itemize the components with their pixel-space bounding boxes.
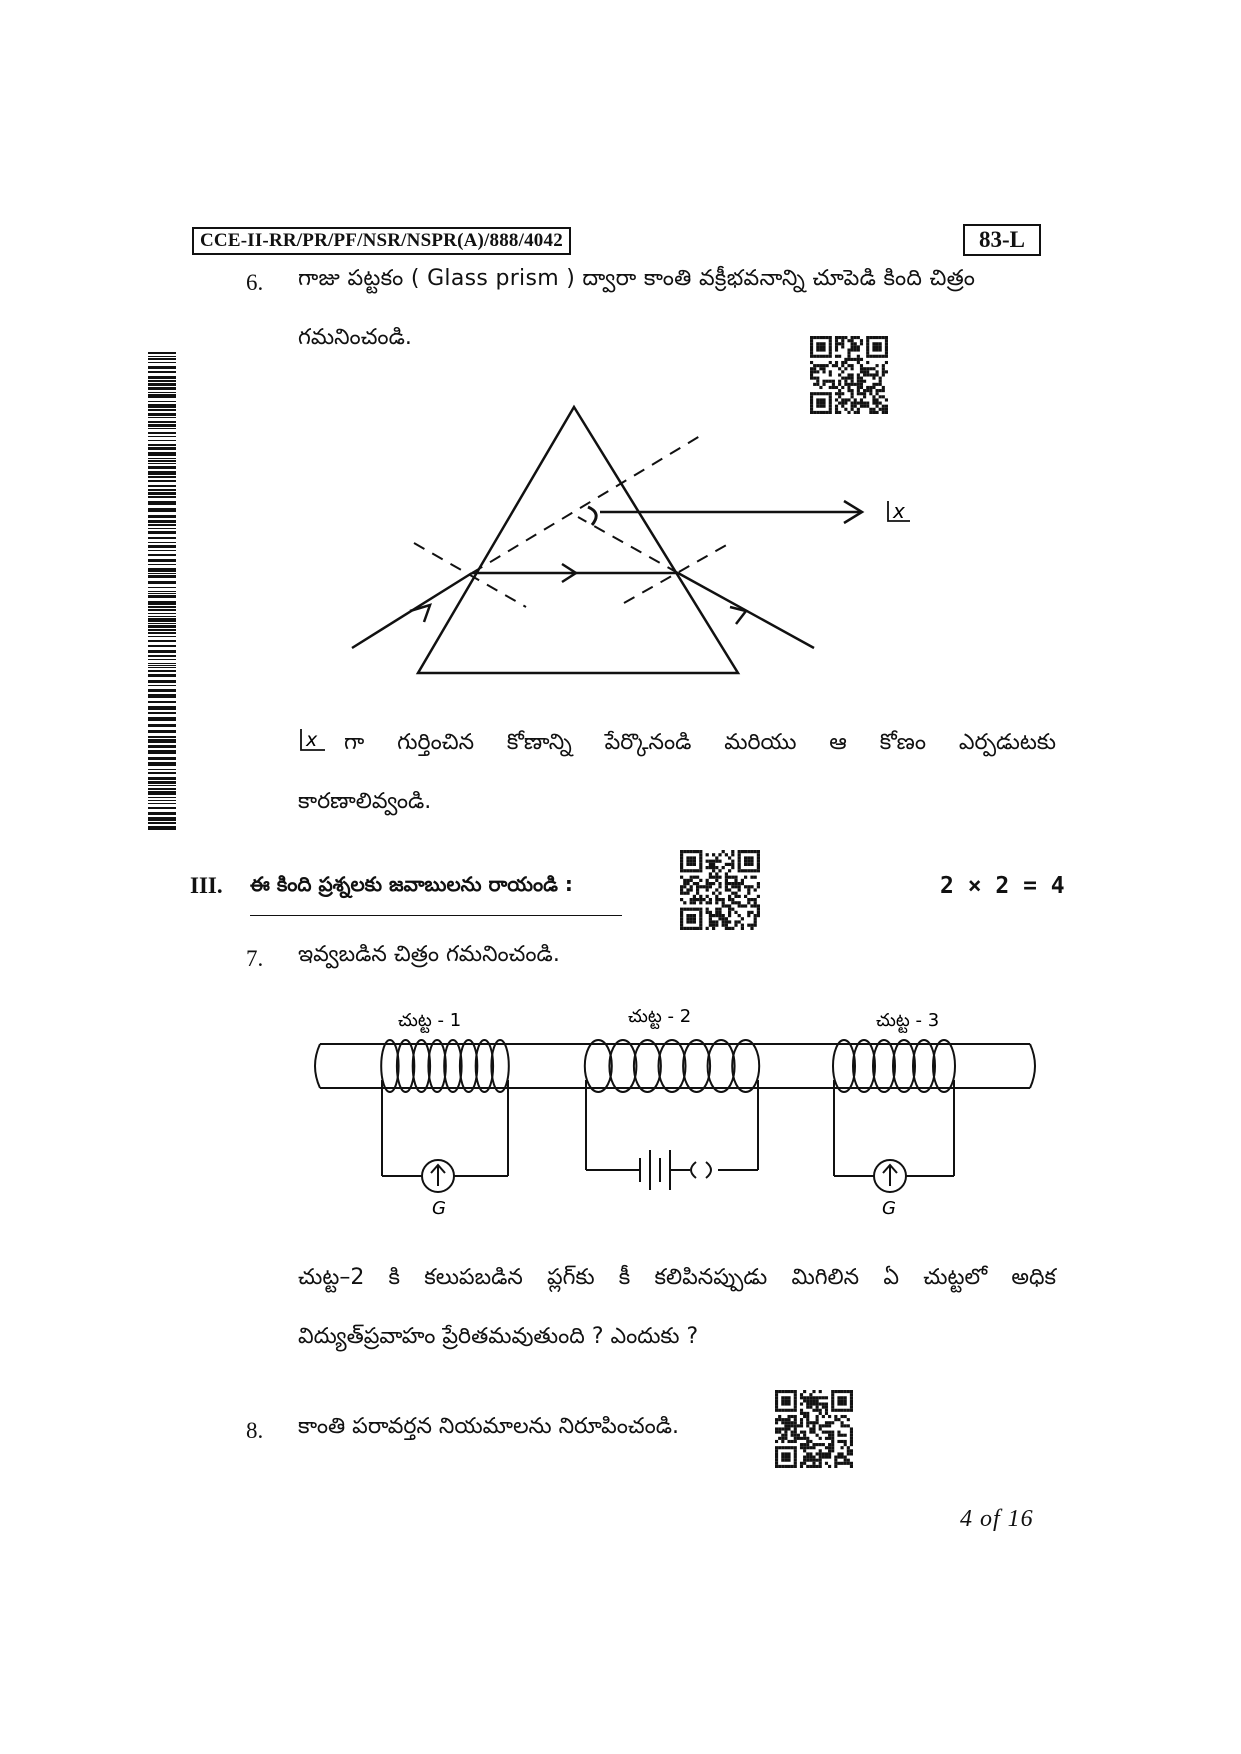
question-7-number: 7.: [246, 946, 264, 971]
question-paper-code: CCE-II-RR/PR/PF/NSR/NSPR(A)/888/4042: [192, 227, 571, 255]
paper-code-badge: 83-L: [963, 224, 1041, 256]
angle-symbol: [298, 726, 328, 756]
question-6-text-line1: గాజు పట్టకం ( Glass prism ) ద్వారా కాంతి వక్రీభవనాన్ని చూపెడి కింది చిత్రం: [298, 266, 976, 291]
question-7-ask-line1: చుట్ట–2 కి కలుపబడిన ప్లగ్‌కు కీ కలిపినప్పుడు మిగిలిన ఏ చుట్టలో అధిక: [298, 1265, 1056, 1290]
question-8-text: కాంతి పరావర్తన నియమాలను నిరూపించండి.: [298, 1414, 680, 1439]
coil-3: [833, 1040, 955, 1176]
incident-ray-extension: [472, 433, 705, 573]
coil-1: [381, 1040, 509, 1176]
angle-symbol-label: x: [306, 729, 318, 751]
coil-2-label: చుట్ట - 2: [628, 1006, 692, 1027]
page-number: 4 of 16: [960, 1506, 1034, 1532]
coil-1-label: చుట్ట - 1: [398, 1010, 462, 1031]
question-6-ask-line1: గా గుర్తించిన కోణాన్ని పేర్కొనండి మరియు ఆ కోణం ఎర్పడుటకు: [344, 730, 1056, 755]
galvanometer-2: [874, 1160, 906, 1192]
qr-code-icon: [680, 850, 760, 930]
question-8-number: 8.: [246, 1418, 264, 1443]
galvanometer-2-label: G: [882, 1198, 896, 1219]
coils-circuit-diagram: [310, 998, 1050, 1220]
glass-prism: [418, 407, 738, 673]
question-6-number: 6.: [246, 270, 264, 295]
section-title: ఈ కింది ప్రశ్నలకు జవాబులను రాయండి :: [250, 872, 622, 916]
question-7-ask-line2: విద్యుత్‌ప్రవాహం ప్రేరితమవుతుంది ? ఎందుకు ?: [298, 1324, 699, 1349]
qr-code-icon: [775, 1390, 853, 1468]
coil-2: [585, 1040, 759, 1170]
angle-label: x: [893, 499, 905, 523]
angle-of-deviation-arc: [588, 507, 596, 525]
prism-refraction-diagram: [330, 395, 930, 685]
galvanometer-1-label: G: [432, 1198, 446, 1219]
section-number: III.: [190, 873, 223, 898]
question-7-text: ఇవ్వబడిన చిత్రం గమనించండి.: [298, 942, 560, 967]
coil-3-label: చుట్ట - 3: [876, 1010, 940, 1031]
question-6-text-line2: గమనించండి.: [298, 325, 412, 350]
question-6-ask-line2: కారణాలివ్వండి.: [298, 789, 432, 814]
galvanometer-1: [422, 1160, 454, 1192]
battery-and-plug-key: [640, 1150, 711, 1190]
iron-rod: [315, 1044, 1035, 1088]
barcode: [148, 352, 176, 830]
section-marks: 2 × 2 = 4: [940, 873, 1065, 899]
